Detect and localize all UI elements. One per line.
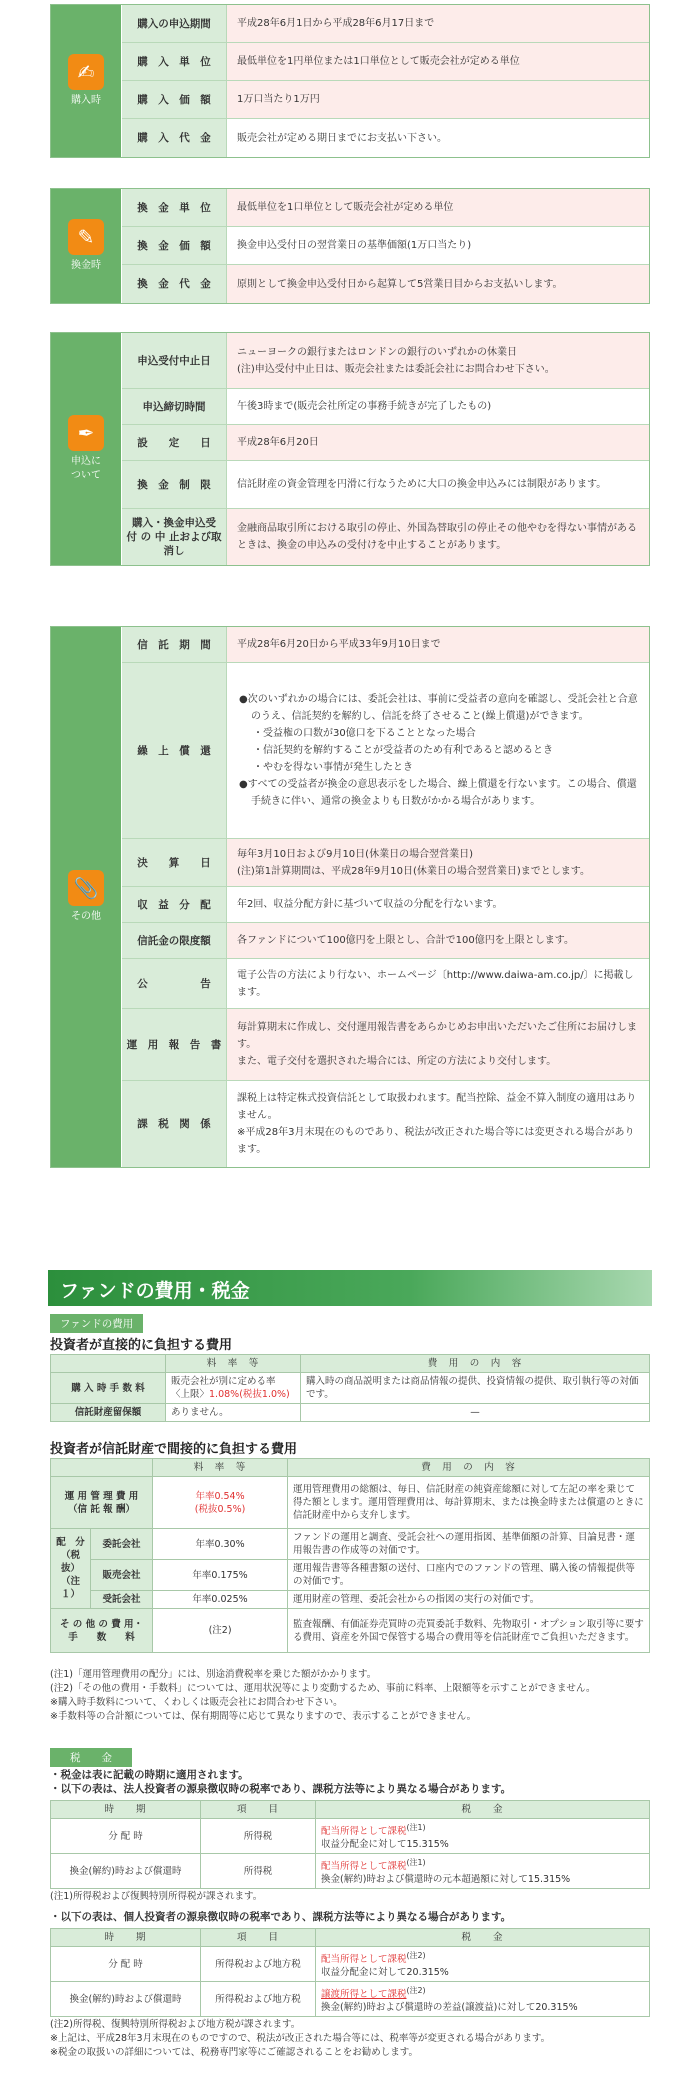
- d2-content: —: [301, 1404, 650, 1422]
- exchange-side-label: 換金時: [71, 260, 101, 271]
- c2-red: 配当所得として課税: [321, 1861, 407, 1873]
- row-value: [227, 959, 649, 1008]
- col-tax-2: 税 金: [316, 1929, 650, 1947]
- tax-notes: [50, 2018, 650, 2060]
- p1-detail: 収益分配金に対して20.315%: [321, 1967, 449, 1979]
- p1-sup: (注2): [406, 1951, 426, 1960]
- tax-tag: 税 金: [50, 1748, 132, 1767]
- purchase-side: [51, 5, 121, 157]
- d2-label: 信託財産留保額: [51, 1404, 166, 1422]
- tax-intro-line: ・税金は表に記載の時期に適用されます。: [50, 1769, 249, 1781]
- row-label: 課 税 関 係: [122, 1081, 227, 1167]
- fee-note: ※購入時手数料について、くわしくは販売会社にお問合わせ下さい。: [50, 1697, 343, 1708]
- paperclip-icon: 📎: [68, 870, 104, 906]
- table-row: [122, 81, 649, 119]
- row-value: [227, 333, 649, 388]
- row-value: [227, 887, 649, 922]
- row-label: 運 用 報 告 書: [122, 1009, 227, 1080]
- table-row: [122, 333, 649, 389]
- row-label: 購 入 単 位: [122, 43, 227, 80]
- c2-sup: (注1): [406, 1858, 426, 1868]
- col-rate-2: 料 率 等: [153, 1459, 288, 1477]
- p2-red: 譲渡所得として課税: [321, 1989, 407, 2001]
- a2-content: 運用報告書等各種書類の送付、口座内でのファンドの管理、購入後の情報提供等の対価です。: [288, 1560, 650, 1591]
- table-row: [122, 227, 649, 265]
- row-value: [227, 189, 649, 226]
- tax-note: (注2)所得税、復興特別所得税および地方税が課されます。: [50, 2019, 301, 2030]
- col-content: 費 用 の 内 容: [301, 1355, 650, 1373]
- a3-content: 運用財産の管理、委託会社からの指図の実行の対価です。: [288, 1591, 650, 1609]
- table-row: [122, 627, 649, 663]
- o-rate: (注2): [153, 1609, 288, 1653]
- exchange-icon: ✎: [68, 219, 104, 255]
- col-rate: 料 率 等: [166, 1355, 301, 1373]
- row-label: 換 金 制 限: [122, 461, 227, 508]
- c1-detail: 収益分配金に対して15.315%: [321, 1839, 449, 1851]
- fee-note: (注1)「運用管理費用の配分」には、別途消費税率を乗じた額がかかります。: [50, 1669, 377, 1680]
- a3-rate: 年率0.025%: [153, 1591, 288, 1609]
- row-value: [227, 265, 649, 303]
- p2-sup: (注2): [406, 1986, 426, 1996]
- table-row: [51, 1529, 650, 1560]
- row-value: [227, 923, 649, 958]
- row-value: [227, 1009, 649, 1080]
- row-value: [227, 509, 649, 565]
- row-value-line: 信託財産の資金管理を円滑に行なうために大口の換金申込みには制限があります。: [237, 479, 607, 490]
- fee-note: (注2)「その他の費用・手数料」については、運用状況等により変動するため、事前に料率、上限額等を示すことができません。: [50, 1683, 596, 1694]
- m-rate1: 年率0.54%: [195, 1490, 245, 1502]
- col-tax: 税 金: [316, 1801, 650, 1819]
- c1-item: 所得税: [201, 1819, 316, 1854]
- m-content: 運用管理費用の総額は、毎日、信託財産の純資産総額に対して左記の率を乗じて得た額とします。運用管理費用は、毎計算期末、または換金時または償還のときに信託財産中から支弁します。: [288, 1477, 650, 1529]
- purchase-rows: [122, 5, 649, 157]
- table-row: [122, 1009, 649, 1081]
- fees-tag: ファンドの費用: [50, 1314, 143, 1333]
- row-value-line: 課税上は特定株式投資信託として取扱われます。配当控除、益金不算入制度の適用はありません。: [237, 1093, 637, 1121]
- table-row: [51, 1560, 650, 1591]
- p2-item: 所得税および地方税: [201, 1982, 316, 2017]
- table-row: [122, 5, 649, 43]
- table-row: [122, 425, 649, 461]
- tax-note: ※上記は、平成28年3月末現在のものですので、税法が改正された場合等には、税率等が変更される場合があります。: [50, 2033, 551, 2044]
- tax-intro2: ・以下の表は、個人投資者の源泉徴収時の税率であり、課税方法等により異なる場合があります。: [50, 1911, 512, 1923]
- table-row: [51, 1982, 650, 2017]
- table-row: [122, 43, 649, 81]
- row-value-line: ・信託契約を解約することが受益者のため有利であると認めるとき: [253, 745, 553, 756]
- exchange-rows: [122, 189, 649, 303]
- purchase-icon: ✍: [68, 54, 104, 90]
- row-value-line: 平成28年6月1日から平成28年6月17日まで: [237, 18, 435, 29]
- a3-label: 受託会社: [91, 1591, 153, 1609]
- col-item: 項 目: [201, 1801, 316, 1819]
- direct-fee-table: [50, 1354, 650, 1422]
- row-value-line: 各ファンドについて100億円を上限とし、合計で100億円を上限とします。: [237, 935, 574, 946]
- table-row: [51, 1609, 650, 1653]
- indirect-fee-table: [50, 1458, 650, 1653]
- row-value-line: 原則として換金申込受付日から起算して5営業日目からお支払いします。: [237, 278, 563, 290]
- row-label: 購入・換金申込受 付 の 中 止および取消し: [122, 509, 227, 565]
- table-row: [51, 1947, 650, 1982]
- row-value-line: 電子公告の方法により行ない、ホームページ〔http://www.daiwa-am.co.jp/〕に掲載します。: [237, 969, 634, 998]
- row-label: 繰 上 償 還: [122, 663, 227, 838]
- tax-note: ※税金の取扱いの詳細については、税務専門家等にご確認されることをお勧めします。: [50, 2047, 419, 2058]
- pen-icon: ✒: [68, 415, 104, 451]
- row-value-line: ・やむを得ない事情が発生したとき: [253, 762, 413, 773]
- row-value: [227, 5, 649, 42]
- row-value: [227, 425, 649, 460]
- row-label: 申込締切時間: [122, 389, 227, 424]
- col-time-2: 時 期: [51, 1929, 201, 1947]
- col-time: 時 期: [51, 1801, 201, 1819]
- table-row: [122, 461, 649, 509]
- table-row: [122, 509, 649, 565]
- p1-red: 配当所得として課税: [321, 1954, 407, 1966]
- row-value-line: 年2回、収益分配方針に基づいて収益の分配を行ないます。: [237, 899, 503, 910]
- table-row: [51, 1591, 650, 1609]
- row-value-line: 平成28年6月20日: [237, 437, 319, 448]
- application-side: [51, 333, 121, 565]
- tax-note-1: (注1)所得税および復興特別所得税が課されます。: [50, 1891, 263, 1902]
- a2-rate: 年率0.175%: [153, 1560, 288, 1591]
- row-label: 設 定 日: [122, 425, 227, 460]
- d1-content: 購入時の商品説明または商品情報の提供、投資情報の提供、取引執行等の対価です。: [301, 1373, 650, 1404]
- row-value-line: ・受益権の口数が30億口を下ることとなった場合: [253, 728, 476, 739]
- row-label: 購入の申込期間: [122, 5, 227, 42]
- table-row: [122, 923, 649, 959]
- row-label: 収 益 分 配: [122, 887, 227, 922]
- row-value-line: 毎年3月10日および9月10日(休業日の場合翌営業日): [237, 848, 473, 860]
- row-label: 信託金の限度額: [122, 923, 227, 958]
- other-section: [50, 626, 650, 1168]
- row-value-line: ニューヨークの銀行またはロンドンの銀行のいずれかの休業日: [237, 346, 517, 358]
- row-value: [227, 627, 649, 662]
- row-value-line: 平成28年6月20日から平成33年9月10日まで: [237, 639, 441, 650]
- c1-sup: (注1): [406, 1823, 426, 1832]
- table-row: [122, 839, 649, 887]
- application-rows: [122, 333, 649, 565]
- row-value: [227, 839, 649, 886]
- table-row: [122, 119, 649, 157]
- p2-time: 換金(解約)時および償還時: [51, 1982, 201, 2017]
- application-side-label: 申込に ついて: [71, 456, 101, 481]
- tax-intro-line: ・以下の表は、法人投資者の源泉徴収時の税率であり、課税方法等により異なる場合があります。: [50, 1783, 512, 1795]
- row-value: [227, 119, 649, 157]
- o-label: そ の 他 の 費 用・手 数 料: [51, 1609, 153, 1653]
- row-label: 換 金 単 位: [122, 189, 227, 226]
- table-row: [122, 389, 649, 425]
- row-value-line: ●次のいずれかの場合には、委託会社は、事前に受益者の意向を確認し、受託会社と合意のうえ、信託契約を解約し、信託を終了させること(繰上償還)ができます。: [239, 694, 638, 722]
- exchange-side: [51, 189, 121, 303]
- d2-rate: ありません。: [166, 1404, 301, 1422]
- row-value: [227, 663, 649, 838]
- row-value: [227, 43, 649, 80]
- purchase-side-label: 購入時: [71, 95, 101, 106]
- direct-fee-title: 投資者が直接的に負担する費用: [50, 1338, 233, 1353]
- row-label: 換 金 価 額: [122, 227, 227, 264]
- table-row: [122, 959, 649, 1009]
- a2-label: 販売会社: [91, 1560, 153, 1591]
- table-row: [51, 1477, 650, 1529]
- o-content: 監査報酬、有価証券売買時の売買委託手数料、先物取引・オプション取引等に要する費用、資産を外国で保管する場合の費用等を信託財産でご負担いただきます。: [288, 1609, 650, 1653]
- other-side: [51, 627, 121, 1167]
- c1-time: 分 配 時: [51, 1819, 201, 1854]
- c2-detail: 換金(解約)時および償還時の元本超過額に対して15.315%: [321, 1874, 571, 1886]
- d1-rate-a: 販売会社が別に定める率: [171, 1376, 276, 1387]
- m-rate2: (税抜0.5%): [194, 1503, 246, 1515]
- fee-note: ※手数料等の合計額については、保有期間等に応じて異なりますので、表示することができません。: [50, 1711, 477, 1722]
- table-row: [51, 1404, 650, 1422]
- exchange-section: [50, 188, 650, 304]
- row-value-line: ●すべての受益者が換金の意思表示をした場合、繰上償還を行ないます。この場合、償還手続きに伴い、通常の換金よりも日数がかかる場合があります。: [239, 779, 637, 807]
- row-label: 換 金 代 金: [122, 265, 227, 303]
- indirect-fee-title: 投資者が信託財産で間接的に負担する費用: [50, 1442, 298, 1457]
- d1-rate-red: 1.08%(税抜1.0%): [209, 1389, 290, 1400]
- a1-content: ファンドの運用と調査、受託会社への運用指図、基準価額の計算、目論見書・運用報告書の作成等の対価です。: [288, 1529, 650, 1560]
- row-label: 購 入 価 額: [122, 81, 227, 118]
- alloc-label: 配 分（税抜）（注１）: [51, 1529, 91, 1609]
- col-content-2: 費 用 の 内 容: [288, 1459, 650, 1477]
- row-label: 信 託 期 間: [122, 627, 227, 662]
- row-value: [227, 1081, 649, 1167]
- p2-detail: 換金(解約)時および償還時の差益(譲渡益)に対して20.315%: [321, 2002, 578, 2014]
- table-row: [51, 1854, 650, 1889]
- row-value-line: 午後3時まで(販売会社所定の事務手続きが完了したもの): [237, 401, 492, 412]
- row-value-line: (注)第1計算期間は、平成28年9月10日(休業日の場合翌営業日)までとします。: [237, 865, 590, 877]
- row-value: [227, 227, 649, 264]
- a1-rate: 年率0.30%: [153, 1529, 288, 1560]
- row-value-line: 金融商品取引所における取引の停止、外国為替取引の停止その他やむを得ない事情があるときは、換金の申込みの受付けを中止することがあります。: [237, 523, 637, 551]
- fee-notes: [50, 1668, 650, 1724]
- row-label: 購 入 代 金: [122, 119, 227, 157]
- row-label: 申込受付中止日: [122, 333, 227, 388]
- c1-red: 配当所得として課税: [321, 1826, 407, 1838]
- row-label: 決 算 日: [122, 839, 227, 886]
- table-row: [122, 265, 649, 303]
- row-value-line: ※平成28年3月末現在のものであり、税法が改正された場合等には変更される場合があります。: [237, 1127, 635, 1155]
- corporate-tax-table: [50, 1800, 650, 1889]
- other-rows: [122, 627, 649, 1167]
- m-label: 運 用 管 理 費 用（信 託 報 酬）: [51, 1477, 153, 1529]
- row-value: [227, 389, 649, 424]
- row-value-line: 最低単位を1口単位として販売会社が定める単位: [237, 202, 454, 213]
- other-side-label: その他: [71, 911, 101, 922]
- col-item-2: 項 目: [201, 1929, 316, 1947]
- individual-tax-table: [50, 1928, 650, 2017]
- row-value-line: 最低単位を1円単位または1口単位として販売会社が定める単位: [237, 56, 520, 67]
- application-section: [50, 332, 650, 566]
- table-row: [122, 663, 649, 839]
- table-row: [122, 189, 649, 227]
- a1-label: 委託会社: [91, 1529, 153, 1560]
- p1-item: 所得税および地方税: [201, 1947, 316, 1982]
- fees-heading: ファンドの費用・税金: [48, 1270, 652, 1306]
- row-value-line: (注)申込受付中止日は、販売会社または委託会社にお問合わせ下さい。: [237, 363, 555, 375]
- p1-time: 分 配 時: [51, 1947, 201, 1982]
- row-value-line: 毎計算期末に作成し、交付運用報告書をあらかじめお申出いただいたご住所にお届けします。: [237, 1022, 637, 1050]
- c2-time: 換金(解約)時および償還時: [51, 1854, 201, 1889]
- row-value-line: 販売会社が定める期日までにお支払い下さい。: [237, 132, 447, 144]
- row-value-line: 換金申込受付日の翌営業日の基準価額(1万口当たり): [237, 240, 472, 251]
- c2-item: 所得税: [201, 1854, 316, 1889]
- purchase-section: [50, 4, 650, 158]
- table-row: [122, 887, 649, 923]
- table-row: [51, 1819, 650, 1854]
- row-value-line: また、電子交付を選択された場合には、所定の方法により交付します。: [237, 1056, 557, 1067]
- tax-intro: [50, 1768, 650, 1796]
- row-label: 公 告: [122, 959, 227, 1008]
- row-value-line: 1万口当たり1万円: [237, 94, 320, 105]
- table-row: [51, 1373, 650, 1404]
- d1-label: 購 入 時 手 数 料: [51, 1373, 166, 1404]
- row-value: [227, 461, 649, 508]
- table-row: [122, 1081, 649, 1167]
- d1-rate-b: 〈上限〉: [171, 1389, 210, 1400]
- row-value: [227, 81, 649, 118]
